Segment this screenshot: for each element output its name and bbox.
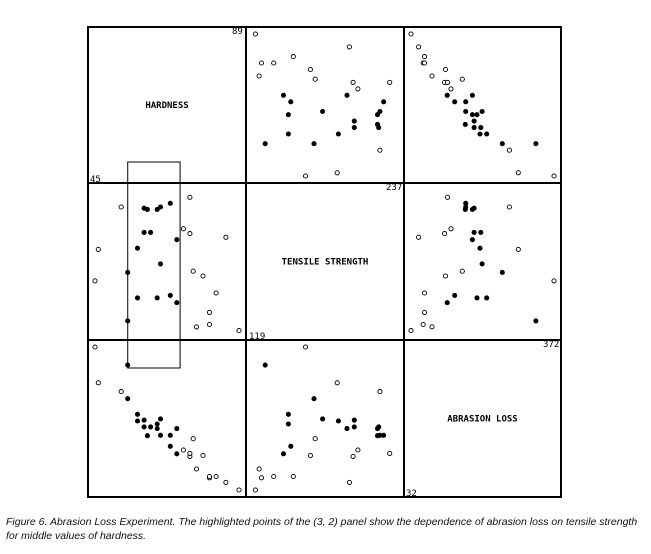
point-3-2-22 (388, 451, 392, 455)
point-2-1-9 (142, 230, 146, 234)
point-2-1-21 (188, 232, 192, 236)
point-1-2-23 (313, 77, 317, 81)
point-3-2-7 (336, 419, 340, 423)
point-2-1-30 (237, 329, 241, 333)
point-1-2-28 (291, 55, 295, 59)
point-3-1-17 (168, 433, 172, 437)
point-3-1-11 (149, 425, 153, 429)
point-3-2-11 (352, 425, 356, 429)
point-2-1-17 (168, 201, 172, 205)
point-1-3-16 (453, 100, 457, 104)
point-3-2-25 (308, 453, 312, 457)
point-3-1-25 (201, 453, 205, 457)
point-2-3-9 (479, 230, 483, 234)
point-2-1-26 (207, 322, 211, 326)
point-2-3-20 (449, 227, 453, 231)
point-1-3-6 (485, 132, 489, 136)
point-3-2-20 (356, 448, 360, 452)
point-1-2-1 (303, 174, 307, 178)
point-3-1-28 (214, 474, 218, 478)
point-3-1-16 (168, 444, 172, 448)
point-3-2-16 (289, 444, 293, 448)
point-3-1-18 (175, 452, 179, 456)
point-1-3-24 (430, 74, 434, 78)
point-2-1-27 (207, 310, 211, 314)
diagonal-label-2: TENSILE STRENGTH (281, 257, 369, 268)
point-3-2-21 (351, 454, 355, 458)
range-min-tensile: 119 (249, 332, 266, 342)
point-2-1-29 (224, 235, 228, 239)
point-2-3-17 (464, 201, 468, 205)
point-2-3-29 (417, 235, 421, 239)
point-3-2-5 (312, 397, 316, 401)
point-3-1-15 (158, 417, 162, 421)
point-1-2-5 (312, 142, 316, 146)
point-1-2-15 (321, 109, 325, 113)
point-2-3-15 (480, 262, 484, 266)
point-3-1-23 (191, 437, 195, 441)
range-max-hardness: 89 (232, 27, 243, 37)
point-1-2-25 (308, 67, 312, 71)
point-1-3-11 (472, 119, 476, 123)
point-1-3-13 (470, 113, 474, 117)
point-2-1-12 (155, 296, 159, 300)
point-3-1-14 (158, 433, 162, 437)
point-2-1-7 (135, 246, 139, 250)
point-3-1-7 (135, 419, 139, 423)
point-1-3-23 (460, 77, 464, 81)
point-3-1-20 (181, 448, 185, 452)
point-3-2-23 (313, 437, 317, 441)
point-2-1-15 (158, 262, 162, 266)
point-1-2-14 (378, 109, 382, 113)
point-3-2-13 (375, 427, 379, 431)
point-1-3-15 (480, 109, 484, 113)
point-3-2-30 (253, 488, 257, 492)
point-3-2-18 (281, 452, 285, 456)
point-3-2-12 (286, 422, 290, 426)
point-2-3-16 (453, 293, 457, 297)
panel-frame-1-2 (246, 27, 404, 183)
point-3-1-3 (119, 390, 123, 394)
point-1-3-25 (443, 67, 447, 71)
point-1-2-12 (286, 113, 290, 117)
point-2-3-12 (475, 296, 479, 300)
point-1-3-5 (500, 142, 504, 146)
point-3-1-6 (135, 412, 139, 416)
point-3-2-1 (303, 345, 307, 349)
point-1-2-22 (388, 80, 392, 84)
point-2-3-18 (445, 301, 449, 305)
point-1-3-2 (516, 171, 520, 175)
point-3-2-19 (345, 427, 349, 431)
point-1-2-27 (272, 61, 276, 65)
diagonal-label-3: ABRASION LOSS (447, 414, 518, 425)
point-2-1-16 (168, 293, 172, 297)
point-3-2-6 (286, 412, 290, 416)
point-2-3-19 (470, 238, 474, 242)
range-max-tensile: 237 (386, 183, 403, 193)
point-2-3-4 (534, 319, 538, 323)
point-3-2-2 (335, 381, 339, 385)
point-2-1-18 (175, 301, 179, 305)
point-2-1-25 (201, 274, 205, 278)
diagonal-label-1: HARDNESS (145, 101, 189, 111)
point-1-3-8 (472, 126, 476, 130)
point-3-1-29 (224, 480, 228, 484)
point-3-2-29 (347, 480, 351, 484)
panel-frame-2-1 (88, 183, 246, 340)
point-2-1-28 (214, 291, 218, 295)
point-3-1-5 (126, 397, 130, 401)
point-1-2-29 (347, 45, 351, 49)
point-1-3-18 (445, 93, 449, 97)
point-1-2-17 (382, 100, 386, 104)
point-1-2-9 (352, 126, 356, 130)
brush-rectangle[interactable] (128, 162, 180, 368)
point-1-2-4 (263, 142, 267, 146)
point-1-3-28 (422, 55, 426, 59)
point-3-1-24 (194, 467, 198, 471)
point-3-1-27 (207, 474, 211, 478)
point-3-2-3 (378, 390, 382, 394)
figure-caption: Figure 6. Abrasion Loss Experiment. The highlighted points of the (3, 2) panel show the dependence of abrasion loss on tensile strength for middle values of hardness. (6, 516, 638, 542)
point-1-3-12 (475, 113, 479, 117)
point-1-3-19 (470, 93, 474, 97)
point-1-2-20 (356, 87, 360, 91)
point-1-3-29 (417, 45, 421, 49)
point-2-1-3 (119, 205, 123, 209)
point-1-2-16 (289, 100, 293, 104)
point-2-3-7 (478, 246, 482, 250)
point-3-2-17 (382, 433, 386, 437)
point-1-2-19 (345, 93, 349, 97)
point-1-2-26 (259, 61, 263, 65)
point-1-3-10 (463, 122, 467, 126)
point-2-1-14 (158, 205, 162, 209)
point-2-1-5 (126, 270, 130, 274)
point-1-2-6 (286, 132, 290, 136)
point-1-2-3 (378, 148, 382, 152)
point-2-1-19 (175, 238, 179, 242)
point-2-1-2 (96, 247, 100, 251)
point-1-2-30 (253, 32, 257, 36)
point-2-3-3 (507, 205, 511, 209)
point-2-3-24 (430, 325, 434, 329)
point-2-1-20 (181, 227, 185, 231)
point-2-1-4 (126, 319, 130, 323)
point-1-2-21 (351, 80, 355, 84)
panel-frame-1-3 (404, 27, 561, 183)
panel-frame-3-1 (88, 340, 246, 497)
point-2-3-25 (443, 274, 447, 278)
point-3-2-26 (259, 476, 263, 480)
point-1-2-11 (352, 119, 356, 123)
range-min-abrasion: 32 (406, 489, 417, 499)
point-1-3-4 (534, 142, 538, 146)
point-1-3-14 (464, 109, 468, 113)
range-max-abrasion: 372 (543, 340, 560, 350)
range-min-hardness: 45 (90, 175, 101, 185)
point-3-1-19 (175, 427, 179, 431)
point-3-2-9 (352, 418, 356, 422)
point-2-3-23 (460, 269, 464, 273)
point-3-1-4 (126, 363, 130, 367)
point-1-2-7 (336, 132, 340, 136)
point-2-1-10 (145, 207, 149, 211)
point-1-3-17 (464, 100, 468, 104)
point-3-1-9 (142, 418, 146, 422)
point-1-2-2 (335, 171, 339, 175)
point-1-3-27 (422, 61, 426, 65)
point-3-1-13 (155, 427, 159, 431)
point-2-3-13 (470, 207, 474, 211)
point-2-3-28 (422, 291, 426, 295)
point-2-3-30 (409, 329, 413, 333)
point-1-2-10 (375, 122, 379, 126)
point-1-3-3 (507, 148, 511, 152)
point-1-3-9 (479, 126, 483, 130)
point-2-1-23 (191, 269, 195, 273)
point-3-2-28 (291, 474, 295, 478)
point-2-1-22 (188, 195, 192, 199)
point-3-2-15 (321, 417, 325, 421)
point-3-1-1 (93, 345, 97, 349)
point-1-2-18 (281, 93, 285, 97)
point-1-3-20 (449, 87, 453, 91)
point-2-1-6 (135, 296, 139, 300)
point-2-3-2 (516, 247, 520, 251)
point-2-3-6 (485, 296, 489, 300)
point-1-3-22 (446, 80, 450, 84)
point-3-2-24 (257, 467, 261, 471)
point-2-1-24 (194, 325, 198, 329)
point-2-3-22 (446, 195, 450, 199)
point-3-1-2 (96, 381, 100, 385)
point-2-1-11 (149, 230, 153, 234)
point-2-3-26 (421, 322, 425, 326)
point-3-2-4 (263, 363, 267, 367)
point-3-1-22 (188, 451, 192, 455)
point-1-2-24 (257, 74, 261, 78)
point-3-2-27 (272, 474, 276, 478)
point-3-1-8 (142, 425, 146, 429)
point-1-3-7 (478, 132, 482, 136)
point-2-3-5 (500, 270, 504, 274)
point-1-3-1 (552, 174, 556, 178)
point-2-3-21 (443, 232, 447, 236)
point-1-3-30 (409, 32, 413, 36)
point-3-1-30 (237, 488, 241, 492)
point-2-3-27 (422, 310, 426, 314)
point-2-3-11 (472, 230, 476, 234)
point-3-1-12 (155, 422, 159, 426)
point-2-3-1 (552, 279, 556, 283)
point-3-1-10 (145, 434, 149, 438)
point-2-1-1 (93, 279, 97, 283)
